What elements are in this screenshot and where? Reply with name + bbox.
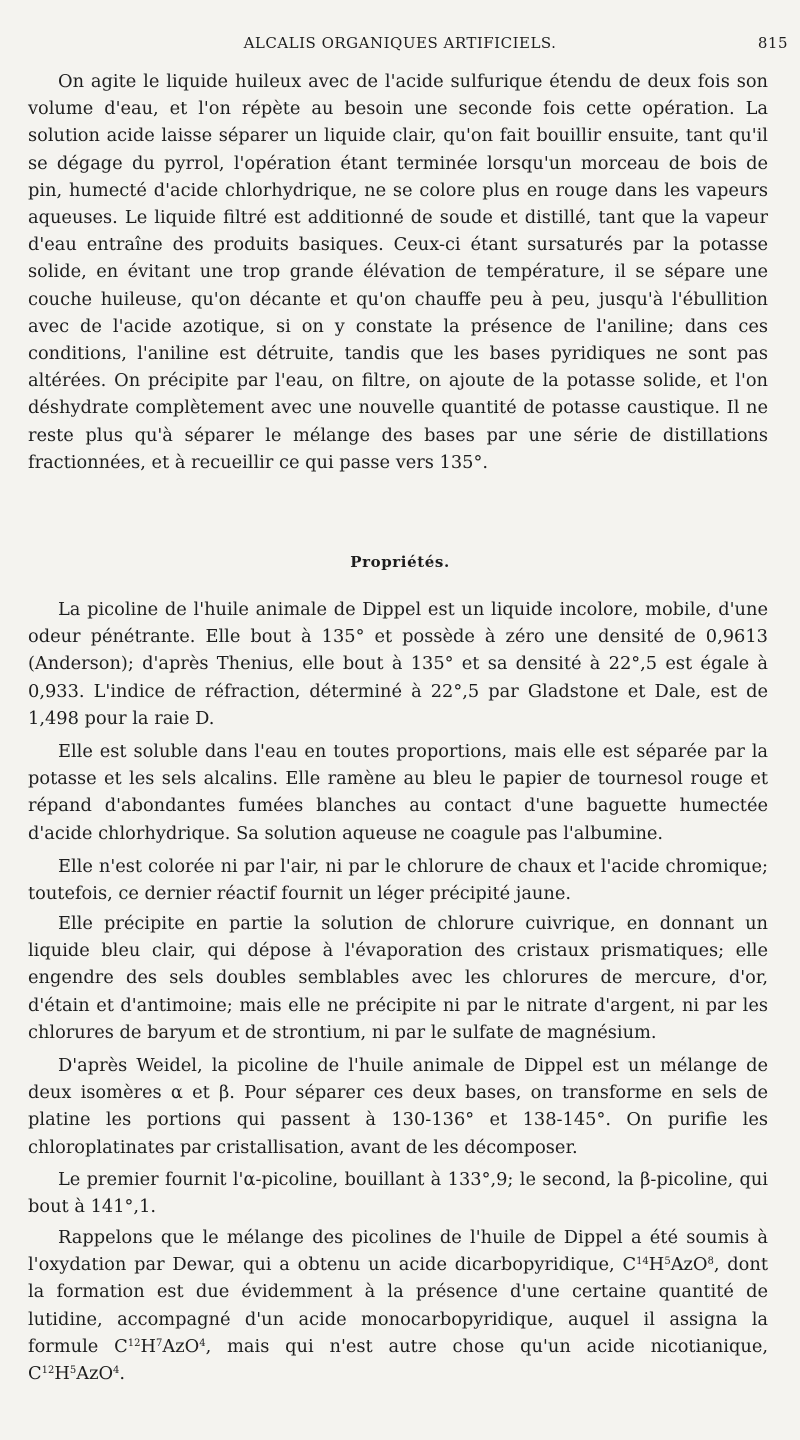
paragraph-physical-properties: La picoline de l'huile animale de Dippel est un liquide incolore, mobile, d'une odeur pénétrante. Elle bout à 135° et possède à zéro une densité de 0,9613 (Anderson); d'après Thenius, elle bout à 135° et sa densité à 22°,5 est égale à 0,933. L'indice de réfraction, déterminé à 22°,5 par Gladstone et Dale, est de 1,498 pour la raie D. [28, 599, 768, 729]
formula-index: 4 [199, 1337, 206, 1349]
text-segment: , mais qui n'est autre chose qu'un acide nicotianique, C [28, 1335, 768, 1385]
paragraph-double-salts: Elle précipite en partie la solution de chlorure cuivrique, en donnant un liquide bleu clair, qui dépose à l'évaporation des cristaux prismatiques; elle engendre des sels doubles semblables avec les chlorures de mercure, d'or, d'étain et d'antimoine; mais elle ne précipite ni par le nitrate d'argent, ni par les chlorures de baryum et de strontium, ni par le sulfate de magnésium. [28, 913, 768, 1043]
paragraph-oxidation [28, 1224, 768, 1387]
section-heading: Propriétés. [350, 553, 450, 571]
text-segment: AzO [76, 1363, 114, 1385]
formula-index: 12 [41, 1365, 55, 1377]
paragraph-boiling-points: Le premier fournit l'α-picoline, bouillant à 133°,9; le second, la β-picoline, qui bout à 141°,1. [28, 1169, 768, 1218]
formula-index: 7 [156, 1337, 163, 1349]
paragraph-isomers: D'après Weidel, la picoline de l'huile animale de Dippel est un mélange de deux isomères α et β. Pour séparer ces deux bases, on transforme en sels de platine les portions qui passent à 130-136° et 138-145°. On purifie les chloroplatinates par cristallisation, avant de les décomposer. [28, 1055, 768, 1158]
text-segment: AzO [162, 1335, 200, 1357]
text-segment: H [648, 1254, 665, 1276]
formula-index: 14 [636, 1256, 649, 1268]
text-segment: Rappelons que le mélange des picolines de l'huile de Dippel a été soumis à l'oxydation par Dewar, qui a obtenu un acide dicarbopyridique, C [28, 1227, 768, 1276]
formula-index: 5 [664, 1256, 671, 1268]
paragraph-coloration: Elle n'est colorée ni par l'air, ni par le chlorure de chaux et l'acide chromique; toutefois, ce dernier réactif fournit un léger précipité jaune. [28, 856, 768, 905]
text-segment: H [54, 1363, 70, 1385]
intro-paragraph: On agite le liquide huileux avec de l'acide sulfurique étendu de deux fois son volume d'eau, et l'on répète au besoin une seconde fois cette opération. La solution acide laisse séparer un liquide clair, qu'on fait bouillir ensuite, tant qu'il se dégage du pyrrol, l'opération étant terminée lorsqu'un morceau de bois de pin, humecté d'acide chlorhydrique, ne se colore plus en rouge dans les vapeurs aqueuses. Le liquide filtré est additionné de soude et distillé, tant que la vapeur d'eau entraîne des produits basiques. Ceux-ci étant sursaturés par la potasse solide, en évitant une trop grande élévation de température, il se sépare une couche huileuse, qu'on décante et qu'on chauffe peu à peu, jusqu'à l'ébullition avec de l'acide azotique, si on y constate la présence de l'aniline; dans ces conditions, l'aniline est détruite, tandis que les bases pyridiques ne sont pas altérées. On précipite par l'eau, on filtre, on ajoute de la potasse solide, et l'on déshydrate complètement avec une nouvelle quantité de potasse caustique. Il ne reste plus qu'à séparer le mélange des bases par une série de distillations fractionnées, et à recueillir ce qui passe vers 135°. [28, 71, 768, 473]
text-segment: H [140, 1335, 157, 1357]
text-segment: . [119, 1363, 126, 1385]
formula-index: 8 [707, 1256, 714, 1268]
page-number: 815 [757, 34, 788, 52]
formula-index: 12 [127, 1337, 141, 1349]
formula-index: 4 [113, 1365, 120, 1377]
text-segment: , dont la formation est due évidemment à la présence d'une certaine quantité de lutidine, accompagné d'un acide monocarbopyridique, auquel il assigna la formule C [28, 1254, 768, 1357]
running-title: ALCALIS ORGANIQUES ARTIFICIELS. [243, 34, 557, 52]
formula-index: 5 [69, 1365, 77, 1377]
paragraph-solubility: Elle est soluble dans l'eau en toutes proportions, mais elle est séparée par la potasse et les sels alcalins. Elle ramène au bleu le papier de tournesol rouge et répand d'abondantes fumées blanches au contact d'une baguette humectée d'acide chlorhydrique. Sa solution aqueuse ne coagule pas l'albumine. [28, 741, 768, 844]
running-header [0, 34, 800, 58]
text-segment: AzO [670, 1254, 708, 1276]
